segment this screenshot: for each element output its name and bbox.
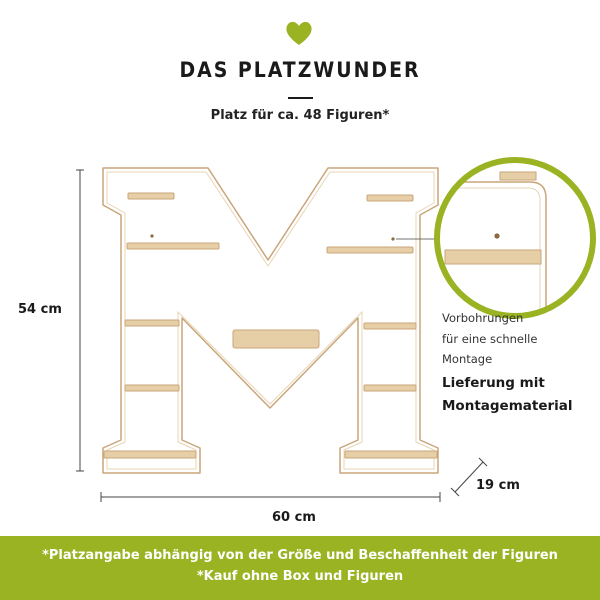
zoom-callout-circle	[437, 160, 593, 330]
delivery-note-line: Lieferung mit	[442, 375, 545, 391]
shelf-board	[345, 451, 437, 458]
height-label: 54 cm	[18, 302, 62, 317]
callout-text-line: für eine schnelle	[442, 332, 538, 346]
page-title: DAS PLATZWUNDER	[179, 58, 421, 82]
width-dimension-line	[101, 492, 440, 502]
footer-note: *Platzangabe abhängig von der Größe und Beschaffenheit der Figuren	[42, 548, 558, 563]
shelf-board	[327, 247, 413, 253]
shelf-board	[125, 385, 179, 391]
predrilled-hole	[391, 237, 394, 240]
callout-text-line: Montage	[442, 352, 493, 366]
delivery-note-line: Montagematerial	[442, 398, 573, 414]
width-label: 60 cm	[272, 510, 316, 525]
shelf-board	[104, 451, 196, 458]
footer-banner	[0, 536, 600, 600]
shelf-board	[127, 243, 219, 249]
predrilled-hole	[150, 234, 153, 237]
shelf-board	[364, 323, 416, 329]
shelf-board	[367, 195, 413, 201]
callout-text-line: Vorbohrungen	[442, 311, 524, 325]
shelf-board	[125, 320, 179, 326]
depth-label: 19 cm	[476, 478, 520, 493]
shelf-board	[364, 385, 416, 391]
capacity-subtitle: Platz für ca. 48 Figuren*	[210, 108, 390, 123]
shelf-board	[233, 330, 319, 348]
shelf-board	[128, 193, 174, 199]
height-dimension-line	[76, 170, 84, 471]
footer-note: *Kauf ohne Box und Figuren	[196, 569, 404, 584]
